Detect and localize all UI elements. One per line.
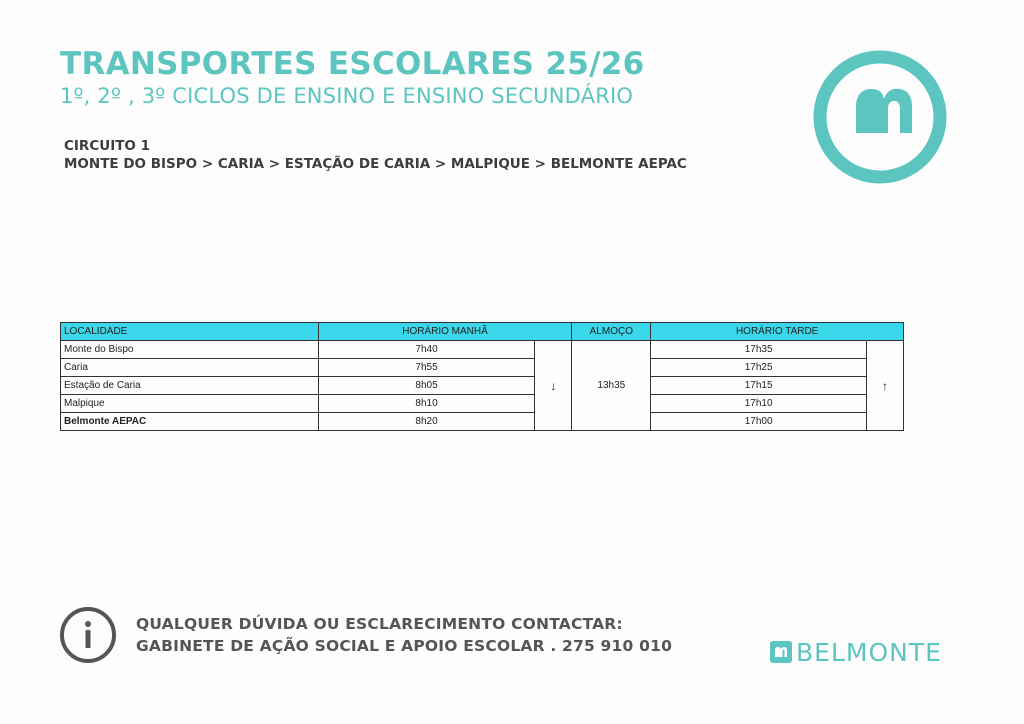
- belmonte-brand-icon: [770, 641, 792, 663]
- circuit-info: [64, 137, 687, 173]
- cell-manha: 8h05: [318, 377, 535, 395]
- cell-localidade: Caria: [61, 359, 319, 377]
- cell-localidade: Belmonte AEPAC: [61, 413, 319, 431]
- cell-tarde: 17h25: [651, 359, 867, 377]
- header-horario-manha: HORÁRIO MANHÃ: [318, 323, 572, 341]
- belmonte-logo-icon: [812, 49, 948, 185]
- contact-line-1: QUALQUER DÚVIDA OU ESCLARECIMENTO CONTACTAR:: [136, 615, 623, 633]
- cell-tarde: 17h10: [651, 395, 867, 413]
- brand-text: BELMONTE: [796, 638, 942, 667]
- header-almoco: ALMOÇO: [572, 323, 651, 341]
- arrow-down-icon: ↓: [535, 341, 572, 431]
- table-row: [61, 359, 904, 377]
- cell-localidade: Estação de Caria: [61, 377, 319, 395]
- cell-manha: 8h20: [318, 413, 535, 431]
- circuit-label: CIRCUITO 1: [64, 138, 150, 154]
- info-icon: [59, 606, 117, 664]
- cell-tarde: 17h00: [651, 413, 867, 431]
- table-row: [61, 377, 904, 395]
- table-row: [61, 413, 904, 431]
- page-subtitle: 1º, 2º , 3º CICLOS DE ENSINO E ENSINO SECUNDÁRIO: [60, 84, 634, 108]
- header-horario-tarde: HORÁRIO TARDE: [651, 323, 904, 341]
- belmonte-brand: [770, 638, 950, 670]
- schedule-table: [60, 322, 904, 431]
- contact-info: [136, 613, 672, 657]
- table-row: [61, 395, 904, 413]
- circuit-route: MONTE DO BISPO > CARIA > ESTAÇÃO DE CARIA > MALPIQUE > BELMONTE AEPAC: [64, 156, 687, 172]
- table-header-row: [61, 323, 904, 341]
- cell-manha: 7h55: [318, 359, 535, 377]
- header-localidade: LOCALIDADE: [61, 323, 319, 341]
- table-row: [61, 341, 904, 359]
- contact-line-2: GABINETE DE AÇÃO SOCIAL E APOIO ESCOLAR . 275 910 010: [136, 637, 673, 655]
- cell-localidade: Malpique: [61, 395, 319, 413]
- cell-almoco: 13h35: [572, 341, 651, 431]
- cell-localidade: Monte do Bispo: [61, 341, 319, 359]
- cell-manha: 7h40: [318, 341, 535, 359]
- cell-tarde: 17h15: [651, 377, 867, 395]
- page-title: TRANSPORTES ESCOLARES 25/26: [60, 46, 645, 82]
- cell-manha: 8h10: [318, 395, 535, 413]
- cell-tarde: 17h35: [651, 341, 867, 359]
- arrow-up-icon: ↑: [867, 341, 904, 431]
